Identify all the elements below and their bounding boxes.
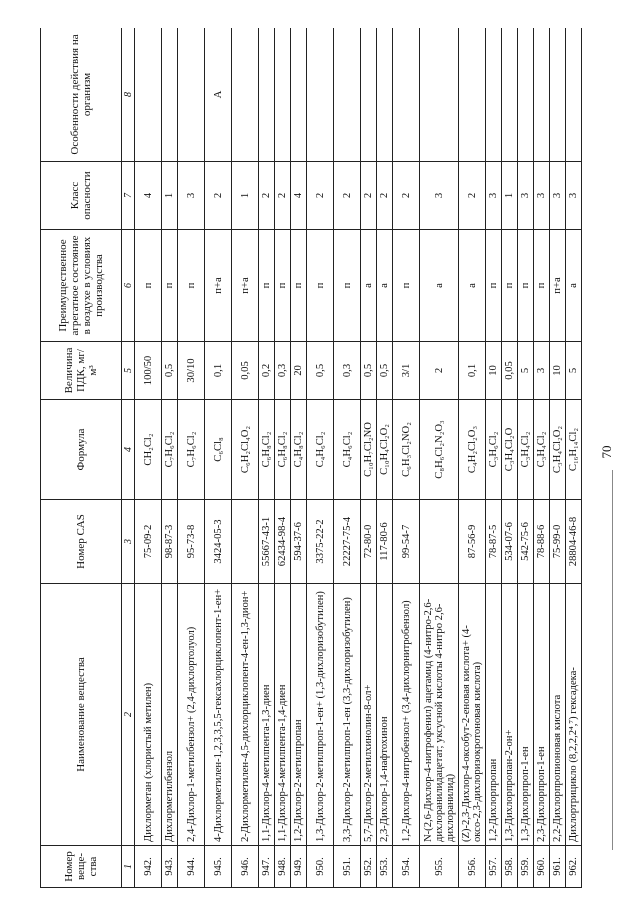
row-state: п [178, 230, 205, 342]
table-row [502, 28, 518, 888]
row-num: 954. [393, 846, 420, 888]
row-cas: 95-73-8 [178, 500, 205, 584]
row-num: 947. [259, 846, 275, 888]
row-num: 959. [518, 846, 534, 888]
row-formula: C₃H₆Cl₂ [486, 400, 502, 500]
row-name: 1,2-Дихлор-4-нитробензол+ (3,4-дихлорнитробензол) [393, 584, 420, 846]
row-num: 945. [205, 846, 232, 888]
row-formula: C₄H₆Cl₂ [334, 400, 361, 500]
table-row [550, 28, 566, 888]
row-state: а [377, 230, 393, 342]
row-features [518, 28, 534, 162]
row-num: 958. [502, 846, 518, 888]
table-row [459, 28, 486, 888]
row-num: 956. [459, 846, 486, 888]
row-features [420, 28, 459, 162]
table-row [420, 28, 459, 888]
table-row [534, 28, 550, 888]
row-pdk: 10 [486, 342, 502, 400]
row-state: а [566, 230, 582, 342]
row-name: N-(2,6-Дихлор-4-нитрофенил) ацетамид (4-нитро-2,6-дихлоранилидацетат; уксусной кислоты 4-нитро 2,6-дихлоранилид) [420, 584, 459, 846]
row-name: 2,4-Дихлор-1-метилбензол+ (2,4-дихлортолуол) [178, 584, 205, 846]
row-num: 950. [307, 846, 334, 888]
row-state: а [361, 230, 377, 342]
col-number: 5 [122, 342, 135, 400]
row-state: п [259, 230, 275, 342]
col-number: 4 [122, 400, 135, 500]
row-formula: C₃H₄Cl₂O₂ [550, 400, 566, 500]
row-features [232, 28, 259, 162]
row-formula: C₇H₆Cl₂ [178, 400, 205, 500]
margin-line [612, 470, 613, 850]
table-row [307, 28, 334, 888]
row-pdk: 100/50 [135, 342, 162, 400]
row-num: 961. [550, 846, 566, 888]
table-row [518, 28, 534, 888]
row-cas: 78-87-5 [486, 500, 502, 584]
row-pdk: 0,05 [502, 342, 518, 400]
col-number: 3 [122, 500, 135, 584]
row-pdk: 3/1 [393, 342, 420, 400]
row-features [459, 28, 486, 162]
table-row [486, 28, 502, 888]
row-name: 2,3-Дихлорпроп-1-ен [534, 584, 550, 846]
row-cas: 75-99-0 [550, 500, 566, 584]
row-cas: 72-80-0 [361, 500, 377, 584]
row-num: 957. [486, 846, 502, 888]
row-formula: C₃H₄Cl₂O [502, 400, 518, 500]
col-number: 7 [122, 162, 135, 230]
row-cas [420, 500, 459, 584]
row-hazard: 3 [566, 162, 582, 230]
row-formula: C₄H₂Cl₂O₃ [459, 400, 486, 500]
row-formula: C₃H₄Cl₂ [534, 400, 550, 500]
row-name: 5,7-Дихлор-2-метилхинолин-8-ол+ [361, 584, 377, 846]
row-state: п [307, 230, 334, 342]
table-row [232, 28, 259, 888]
row-formula: C₁₀H₄Cl₂O₂ [377, 400, 393, 500]
table-row [291, 28, 307, 888]
row-hazard: 3 [178, 162, 205, 230]
row-state: п [518, 230, 534, 342]
row-cas: 62434-98-4 [275, 500, 291, 584]
row-hazard: 3 [550, 162, 566, 230]
row-num: 953. [377, 846, 393, 888]
header-features: Особенности действия на организм [41, 28, 122, 162]
row-features [550, 28, 566, 162]
header-row [41, 28, 122, 888]
row-state: а [420, 230, 459, 342]
row-formula: C₇H₆Cl₂ [162, 400, 178, 500]
row-hazard: 4 [135, 162, 162, 230]
row-pdk: 0,1 [205, 342, 232, 400]
row-name: 2,2-Дихлорпропионовая кислота [550, 584, 566, 846]
table-row [178, 28, 205, 888]
row-cas: 542-75-6 [518, 500, 534, 584]
row-features [393, 28, 420, 162]
row-hazard: 3 [518, 162, 534, 230]
row-state: п+а [232, 230, 259, 342]
row-cas: 534-07-6 [502, 500, 518, 584]
row-features [178, 28, 205, 162]
row-pdk: 5 [518, 342, 534, 400]
row-state: п [162, 230, 178, 342]
row-formula: C₆Cl₈ [205, 400, 232, 500]
row-name: Дихлорметилбензол [162, 584, 178, 846]
row-features [486, 28, 502, 162]
table-row [135, 28, 162, 888]
row-name: 2-Дихлорметилен-4,5-дихлорциклопент-4-ен-1,3-дион+ [232, 584, 259, 846]
row-features [534, 28, 550, 162]
row-num: 960. [534, 846, 550, 888]
table-row [275, 28, 291, 888]
row-cas: 55667-43-1 [259, 500, 275, 584]
row-name: (Z)-2,3-Дихлор-4-оксобут-2-еновая кислота+ (4-оксо-2,3-дихлоризокротоновая кислота) [459, 584, 486, 846]
row-formula: C₁₀H₇Cl₂NO [361, 400, 377, 500]
header-num: Номер веще-ства [41, 846, 122, 888]
row-hazard: 2 [393, 162, 420, 230]
row-features [135, 28, 162, 162]
row-features [502, 28, 518, 162]
row-pdk: 10 [550, 342, 566, 400]
row-pdk: 2 [420, 342, 459, 400]
row-cas: 87-56-9 [459, 500, 486, 584]
row-features [377, 28, 393, 162]
table-row [393, 28, 420, 888]
row-formula: C₆H₈Cl₂ [259, 400, 275, 500]
table-row [162, 28, 178, 888]
page-number: 70 [599, 445, 614, 459]
row-state: а [459, 230, 486, 342]
row-features [361, 28, 377, 162]
row-num: 946. [232, 846, 259, 888]
row-hazard: 2 [459, 162, 486, 230]
row-hazard: 1 [162, 162, 178, 230]
substances-table [40, 28, 582, 888]
row-num: 952. [361, 846, 377, 888]
row-pdk: 0,05 [232, 342, 259, 400]
table-row [259, 28, 275, 888]
row-state: п [275, 230, 291, 342]
rotated-page [40, 28, 600, 888]
table-row [566, 28, 582, 888]
row-num: 943. [162, 846, 178, 888]
row-hazard: 1 [232, 162, 259, 230]
row-hazard: 1 [502, 162, 518, 230]
row-cas: 75-09-2 [135, 500, 162, 584]
row-hazard: 2 [275, 162, 291, 230]
col-number: 6 [122, 230, 135, 342]
row-features [275, 28, 291, 162]
row-hazard: 2 [334, 162, 361, 230]
row-pdk: 0,5 [377, 342, 393, 400]
row-num: 944. [178, 846, 205, 888]
row-num: 942. [135, 846, 162, 888]
row-state: п [502, 230, 518, 342]
col-number: 1 [122, 846, 135, 888]
rotated-content [40, 28, 600, 888]
row-name: 2,3-Дихлор-1,4-нафтохинон [377, 584, 393, 846]
row-pdk: 20 [291, 342, 307, 400]
row-pdk: 0,3 [334, 342, 361, 400]
row-formula: C₈H₆Cl₂N₂O₃ [420, 400, 459, 500]
row-hazard: 4 [291, 162, 307, 230]
row-cas: 117-80-6 [377, 500, 393, 584]
row-cas: 3375-22-2 [307, 500, 334, 584]
row-features [307, 28, 334, 162]
header-cas: Номер CAS [41, 500, 122, 584]
row-state: п [334, 230, 361, 342]
row-pdk: 30/10 [178, 342, 205, 400]
row-state: п [393, 230, 420, 342]
row-state: п+а [550, 230, 566, 342]
row-hazard: 3 [420, 162, 459, 230]
header-pdk: Величина ПДК, мг/м³ [41, 342, 122, 400]
header-hazard: Класс опасности [41, 162, 122, 230]
row-name: 1,1-Дихлор-4-метилпента-1,3-диен [259, 584, 275, 846]
row-formula: C₆H₃Cl₂NO₂ [393, 400, 420, 500]
row-features [334, 28, 361, 162]
table-row [361, 28, 377, 888]
row-formula: C₄H₈Cl₂ [291, 400, 307, 500]
row-state: п [291, 230, 307, 342]
row-state: п+а [205, 230, 232, 342]
row-name: 1,3-Дихлорпропан-2-он+ [502, 584, 518, 846]
row-cas: 22227-75-4 [334, 500, 361, 584]
row-pdk: 5 [566, 342, 582, 400]
row-cas: 594-37-6 [291, 500, 307, 584]
row-name: 1,2-Дихлор-2-метилпропан [291, 584, 307, 846]
col-number: 2 [122, 584, 135, 846]
row-features [566, 28, 582, 162]
row-state: п [486, 230, 502, 342]
row-state: п [135, 230, 162, 342]
row-name: 3,3-Дихлор-2-метилпроп-1-ен (3,3-дихлоризобутилен) [334, 584, 361, 846]
row-hazard: 2 [377, 162, 393, 230]
row-state: п [534, 230, 550, 342]
header-state: Преимущественное агрегатное состояние в воздухе в условиях производства [41, 230, 122, 342]
row-name: Дихлорметан (хлористый метилен) [135, 584, 162, 846]
row-pdk: 0,5 [307, 342, 334, 400]
table-row [377, 28, 393, 888]
row-features [259, 28, 275, 162]
row-hazard: 2 [259, 162, 275, 230]
row-hazard: 2 [361, 162, 377, 230]
table-row [334, 28, 361, 888]
row-features [291, 28, 307, 162]
row-pdk: 0,1 [459, 342, 486, 400]
row-name: 1,3-Дихлор-2-метилпроп-1-ен+ (1,3-дихлоризобутилен) [307, 584, 334, 846]
row-pdk: 0,2 [259, 342, 275, 400]
row-pdk: 3 [534, 342, 550, 400]
row-formula: CH₂Cl₂ [135, 400, 162, 500]
row-num: 962. [566, 846, 582, 888]
row-cas: 78-88-6 [534, 500, 550, 584]
row-features: А [205, 28, 232, 162]
row-hazard: 3 [486, 162, 502, 230]
row-hazard: 3 [534, 162, 550, 230]
table-row [205, 28, 232, 888]
row-hazard: 2 [205, 162, 232, 230]
row-name: 1,3-Дихлорпроп-1-ен [518, 584, 534, 846]
row-num: 949. [291, 846, 307, 888]
column-number-row [122, 28, 135, 888]
row-num: 955. [420, 846, 459, 888]
row-pdk: 0,5 [162, 342, 178, 400]
row-pdk: 0,5 [361, 342, 377, 400]
row-cas: 3424-05-3 [205, 500, 232, 584]
row-formula: C₃H₄Cl₂ [518, 400, 534, 500]
row-formula: C₆H₂Cl₄O₂ [232, 400, 259, 500]
row-name: Дихлортрицикло (8,2,2,2⁴,⁷) гексадека- [566, 584, 582, 846]
row-features [162, 28, 178, 162]
row-pdk: 0,3 [275, 342, 291, 400]
row-formula: C₄H₆Cl₂ [307, 400, 334, 500]
row-cas: 99-54-7 [393, 500, 420, 584]
row-num: 948. [275, 846, 291, 888]
row-name: 4-Дихлорметилен-1,2,3,3,5,5-гексахлорциклопент-1-ен+ [205, 584, 232, 846]
row-cas [232, 500, 259, 584]
row-name: 1,2-Дихлорпропан [486, 584, 502, 846]
header-formula: Формула [41, 400, 122, 500]
row-formula: C₁₆H₁₄Cl₂ [566, 400, 582, 500]
row-hazard: 2 [307, 162, 334, 230]
row-cas: 28804-46-8 [566, 500, 582, 584]
col-number: 8 [122, 28, 135, 162]
header-name: Наименование вещества [41, 584, 122, 846]
row-name: 1,1-Дихлор-4-метилпента-1,4-диен [275, 584, 291, 846]
row-formula: C₆H₈Cl₂ [275, 400, 291, 500]
row-num: 951. [334, 846, 361, 888]
row-cas: 98-87-3 [162, 500, 178, 584]
